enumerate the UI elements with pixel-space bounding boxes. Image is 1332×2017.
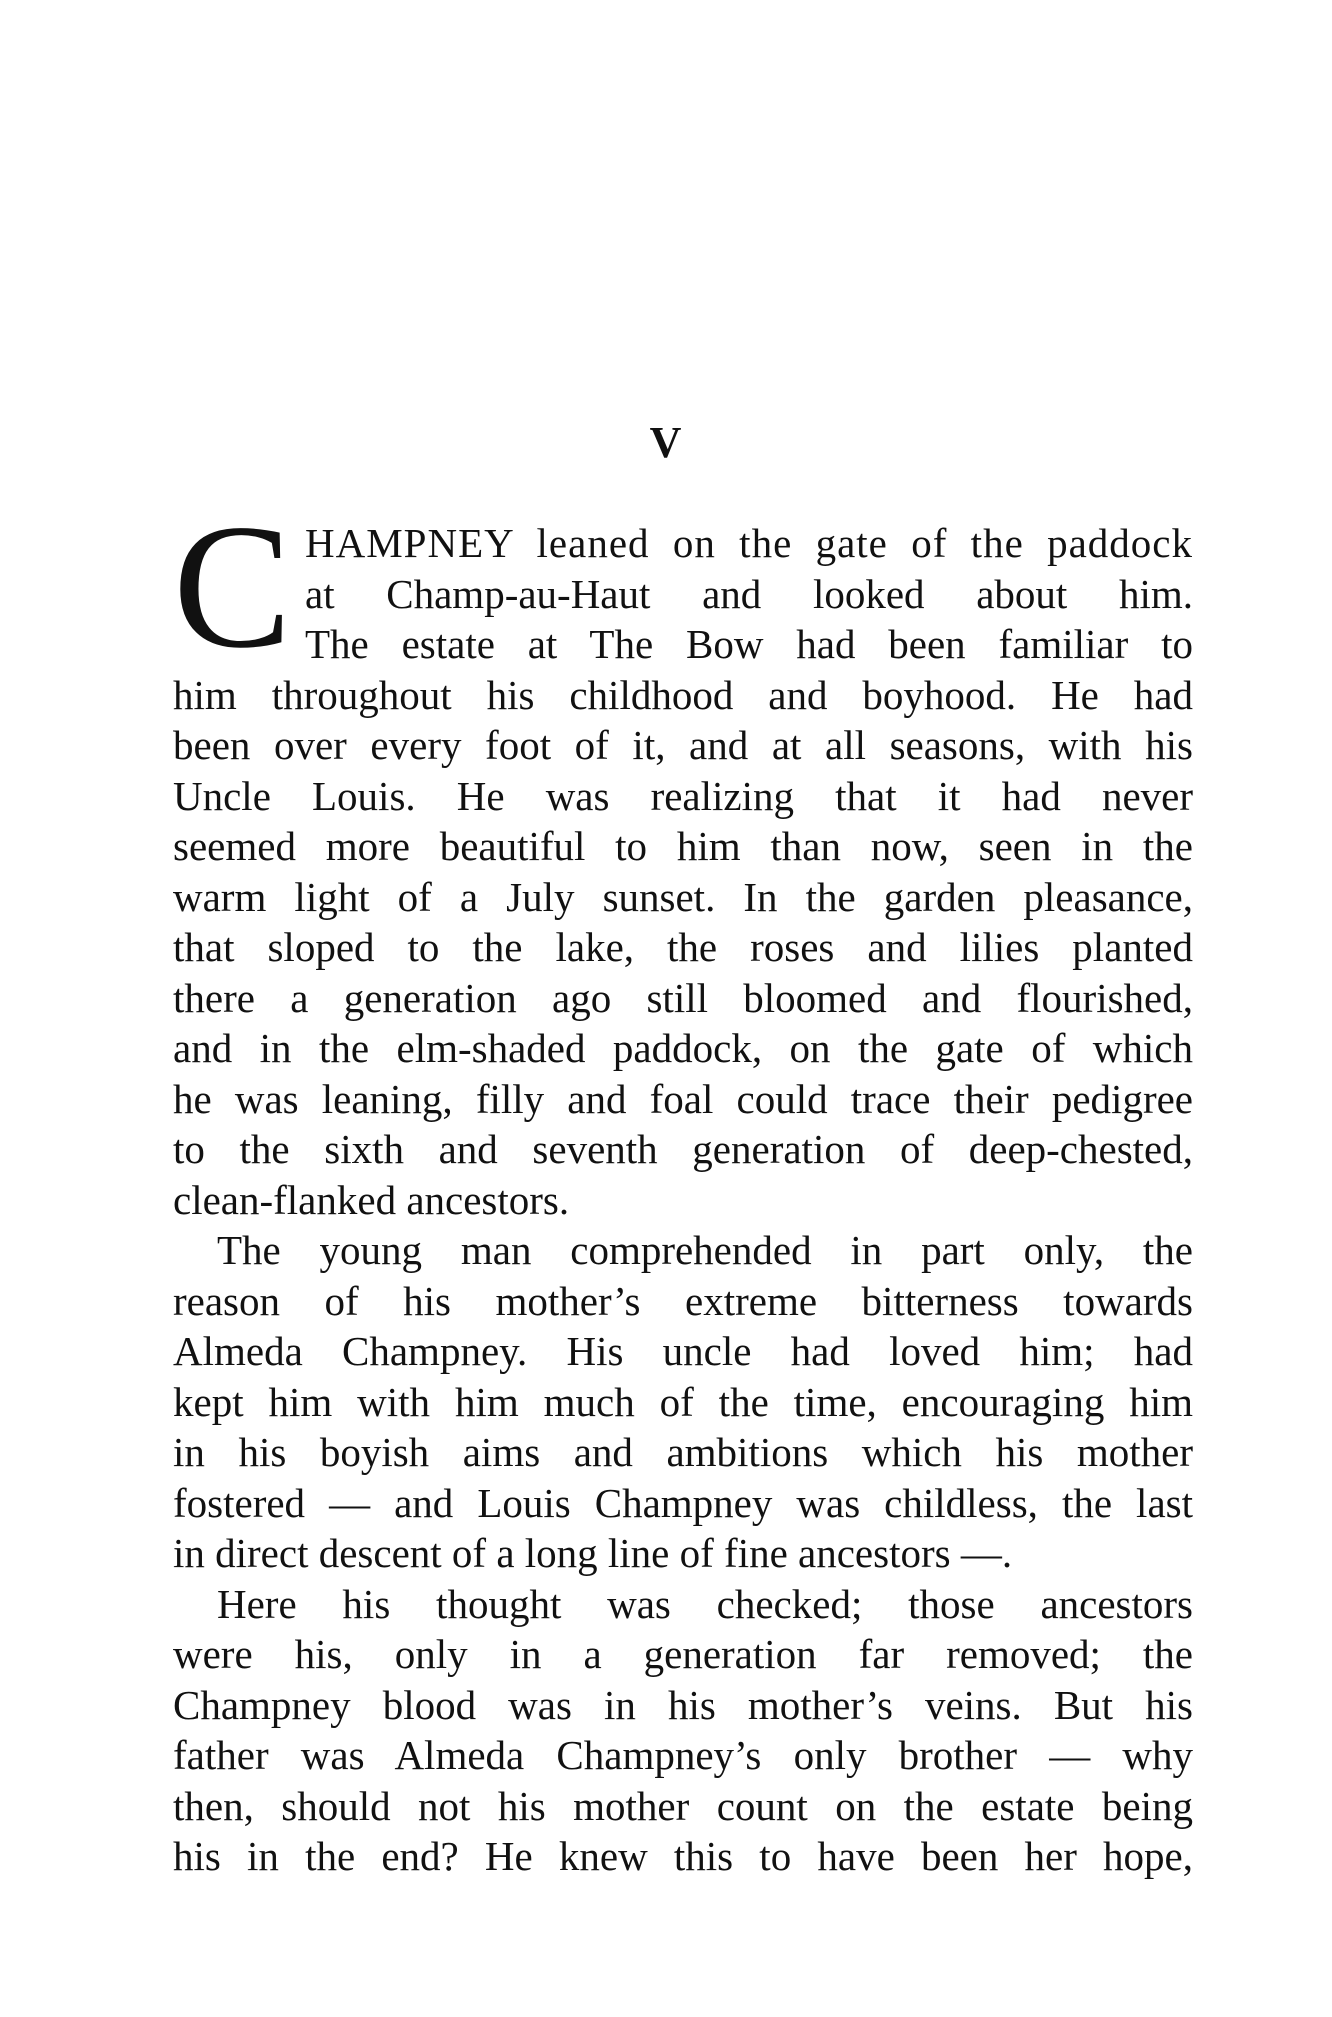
text-line: The young man comprehended in part only, the [217,1227,1193,1273]
text-line: seemed more beautiful to him than now, seen in the [173,823,1193,869]
text-line: kept him with him much of the time, encouraging him [173,1378,1193,1425]
text-line: Uncle Louis. He was realizing that it had never [173,772,1193,819]
text-line: Almeda Champney. His uncle had loved him; had [173,1328,1193,1374]
text-line: there a generation ago still bloomed and flourished, [173,974,1193,1021]
text-line: warm light of a July sunset. In the garden pleasance, [173,873,1193,920]
text-line: his in the end? He knew this to have been her hope, [173,1833,1193,1879]
text-line: then, should not his mother count on the estate being [173,1782,1193,1829]
text-line: at Champ-au-Haut and looked about him. [305,570,1193,617]
text-line: reason of his mother’s extreme bitterness towards [173,1277,1193,1324]
text-line: in direct descent of a long line of fine ancestors —. [173,1530,1013,1576]
body-text [173,518,1193,1882]
text-line: and in the elm-shaded paddock, on the gate of which [173,1025,1193,1071]
text-line: fostered — and Louis Champney was childless, the last [173,1479,1193,1526]
text-line: clean-flanked ancestors. [173,1176,570,1223]
text-line: he was leaning, filly and foal could trace their pedigree [173,1075,1193,1122]
drop-cap: C [173,487,292,685]
text-line: Champney blood was in his mother’s veins. But his [173,1681,1193,1728]
text-line: The estate at The Bow had been familiar to [305,621,1193,667]
text-line: HAMPNEY leaned on the gate of the paddock [305,520,1193,566]
chapter-heading: V [649,418,683,467]
text-line: to the sixth and seventh generation of deep-chested, [173,1126,1193,1172]
text-line: were his, only in a generation far removed; the [173,1631,1193,1677]
text-line: father was Almeda Champney’s only brother — why [173,1732,1193,1778]
text-line: Here his thought was checked; those ancestors [217,1580,1193,1627]
text-line: him throughout his childhood and boyhood. He had [173,671,1193,718]
text-line: in his boyish aims and ambitions which his mother [173,1429,1193,1475]
text-line: been over every foot of it, and at all seasons, with his [173,722,1193,768]
text-line: that sloped to the lake, the roses and lilies planted [173,924,1193,970]
